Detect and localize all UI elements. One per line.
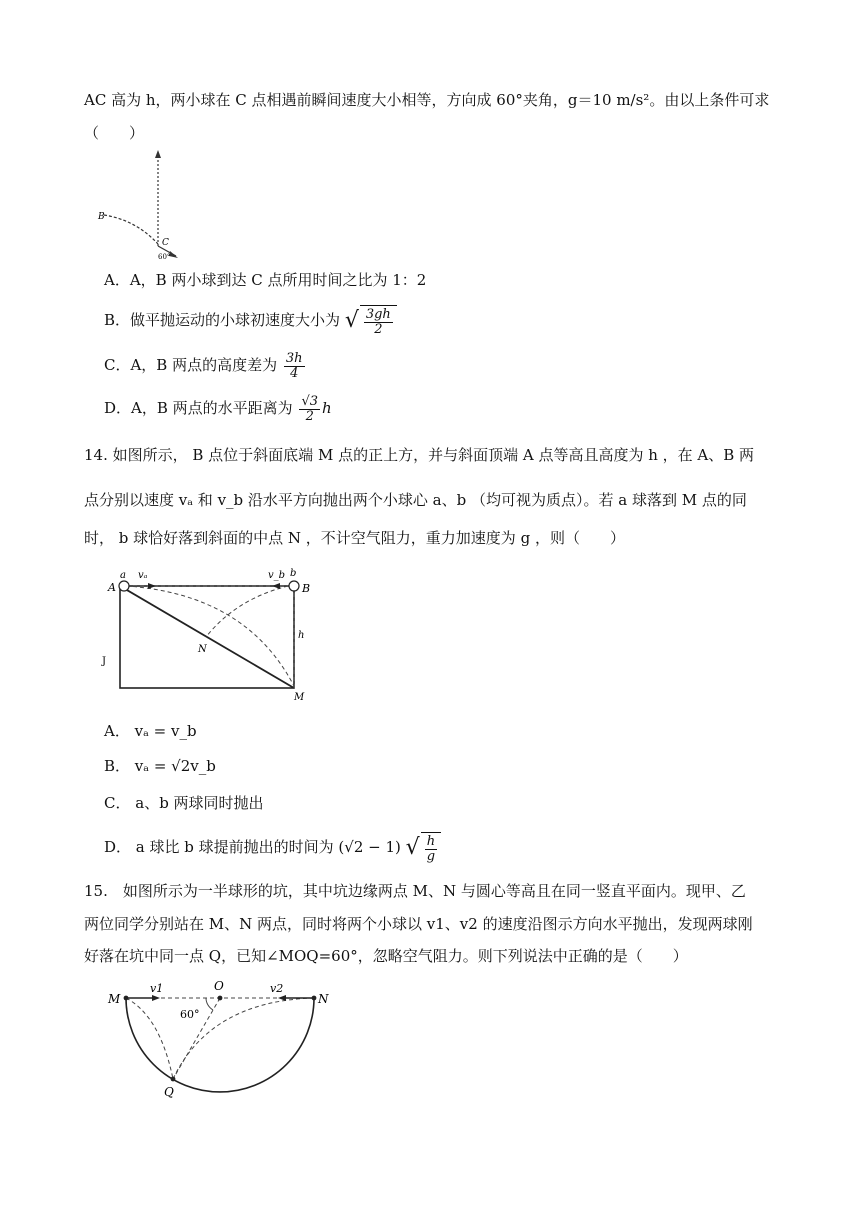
ball-b bbox=[289, 581, 299, 591]
q14-stem-line3: 时， b 球恰好落到斜面的中点 N ，不计空气阻力，重力加速度为 g ，则（ ） bbox=[84, 529, 625, 547]
q15-stem-line2: 两位同学分别站在 M、N 两点，同时将两个小球以 v1、v2 的速度沿图示方向水平抛出，发现两球刚 bbox=[84, 915, 753, 933]
q13-option-c[interactable] bbox=[104, 350, 307, 381]
q13-option-b[interactable] bbox=[104, 305, 397, 337]
ball-1-trajectory bbox=[126, 998, 173, 1079]
q13-b-numerator: 3gh bbox=[365, 306, 391, 322]
label-h: h bbox=[298, 630, 305, 641]
label-vb: v_b bbox=[268, 570, 286, 581]
q15-stem-line3: 好落在坑中同一点 Q，已知∠MOQ=60°，忽略空气阻力。则下列说法中正确的是（ ） bbox=[84, 947, 688, 965]
label-M: M bbox=[294, 692, 305, 703]
label-N: N bbox=[198, 644, 207, 655]
q14-stem-line2: 点分别以速度 vₐ 和 v_b 沿水平方向抛出两个小球心 a、b （均可视为质点）。若 a 球落到 M 点的同 bbox=[84, 491, 747, 509]
sqrt-sign: √ bbox=[344, 308, 359, 333]
point-n bbox=[312, 996, 317, 1001]
ball-a bbox=[119, 581, 129, 591]
q13-c-denominator: 4 bbox=[290, 365, 299, 381]
ball-b-trajectory bbox=[206, 586, 288, 637]
label-va: vₐ bbox=[138, 570, 148, 581]
label-A: A bbox=[108, 581, 116, 594]
label-side: J bbox=[102, 656, 107, 667]
ball-b-trajectory bbox=[104, 215, 158, 244]
label-angle: 60° bbox=[158, 253, 171, 261]
label-Q: Q bbox=[164, 1085, 174, 1099]
label-v1: v1 bbox=[150, 982, 164, 995]
hemisphere-pit bbox=[126, 998, 314, 1092]
label-B: B bbox=[302, 582, 311, 595]
label-angle: 60° bbox=[180, 1008, 200, 1021]
q13-option-a[interactable]: A．A，B 两小球到达 C 点所用时间之比为 1：2 bbox=[104, 271, 427, 289]
q14-d-numerator: h bbox=[426, 833, 436, 849]
q13-stem-line1: AC 高为 h，两小球在 C 点相遇前瞬间速度大小相等，方向成 60°夹角，g＝10 m/s²。由以上条件可求 bbox=[84, 91, 770, 109]
point-o bbox=[218, 996, 223, 1001]
q14-d-denominator: g bbox=[426, 848, 436, 864]
q14-option-a[interactable]: A． vₐ = v_b bbox=[104, 722, 197, 740]
q13-d-suffix: h bbox=[322, 399, 332, 417]
v2-arrow-icon bbox=[278, 995, 286, 1001]
q13-option-d-text: D．A，B 两点的水平距离为 bbox=[104, 399, 293, 417]
q14-option-c[interactable]: C． a、b 两球同时抛出 bbox=[104, 794, 264, 812]
q15-figure bbox=[100, 976, 340, 1106]
label-O: O bbox=[214, 979, 224, 993]
label-M: M bbox=[108, 992, 121, 1006]
q13-option-d[interactable] bbox=[104, 393, 332, 424]
q13-option-c-text: C．A，B 两点的高度差为 bbox=[104, 356, 278, 374]
q13-c-numerator: 3h bbox=[285, 350, 303, 366]
q13-stem-line2: （ ） bbox=[84, 124, 145, 142]
q15-stem-line1: 15. 如图所示为一半球形的坑，其中坑边缘两点 M、N 与圆心等高且在同一竖直平面内。现甲、乙 bbox=[84, 882, 746, 900]
vb-arrow-icon bbox=[272, 583, 280, 589]
label-c: C bbox=[162, 238, 169, 248]
q13-d-numerator: √3 bbox=[301, 393, 318, 409]
sqrt-sign: √ bbox=[405, 835, 420, 860]
label-N: N bbox=[318, 992, 329, 1006]
q14-option-d[interactable] bbox=[104, 832, 441, 864]
q13-b-denominator: 2 bbox=[374, 321, 383, 337]
label-b: B bbox=[98, 212, 105, 222]
point-m bbox=[124, 996, 129, 1001]
angle-arc bbox=[206, 998, 213, 1010]
q14-stem-line1: 14. 如图所示， B 点位于斜面底端 M 点的正上方，并与斜面顶端 A 点等高且高度为 h ，在 A、B 两 bbox=[84, 446, 755, 464]
q14-option-b[interactable]: B． vₐ = √2v_b bbox=[104, 757, 216, 775]
q13-d-denominator: 2 bbox=[305, 408, 314, 424]
label-v2: v2 bbox=[270, 982, 284, 995]
q14-option-d-text: D． a 球比 b 球提前抛出的时间为 (√2 − 1) bbox=[104, 838, 401, 856]
q13-option-b-text: B．做平抛运动的小球初速度大小为 bbox=[104, 311, 341, 329]
q13-figure bbox=[96, 148, 186, 263]
incline-line bbox=[120, 586, 294, 688]
label-a: a bbox=[120, 570, 126, 581]
label-b-ball: b bbox=[290, 568, 297, 579]
q14-figure bbox=[96, 564, 326, 704]
point-q bbox=[171, 1077, 176, 1082]
va-arrow-icon bbox=[148, 583, 156, 589]
up-arrow-icon bbox=[155, 150, 161, 158]
ball-a-trajectory bbox=[126, 586, 294, 686]
v1-arrow-icon bbox=[152, 995, 160, 1001]
